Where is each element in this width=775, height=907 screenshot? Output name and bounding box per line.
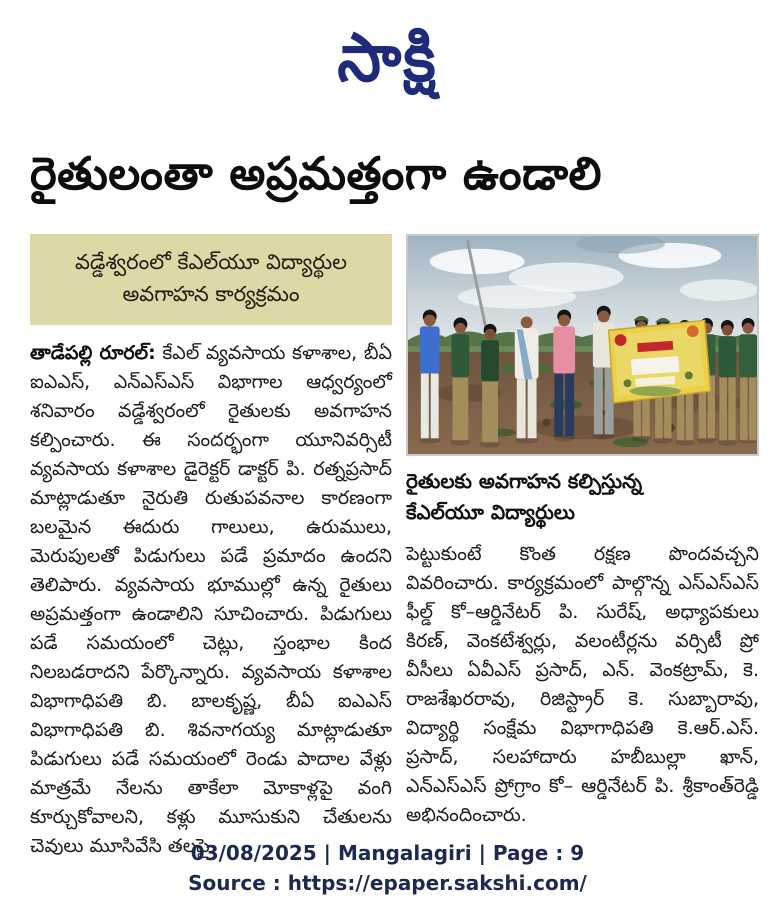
- article-headline: రైతులంతా అప్రమత్తంగా ఉండాలి: [30, 147, 602, 200]
- subheadline-line1: వడ్డేశ్వరంలో కేఎల్‌యూ విద్యార్థుల: [74, 249, 347, 274]
- left-column: [30, 234, 392, 861]
- sakshi-logo: సాక్షి: [337, 18, 438, 97]
- footer-meta: 03/08/2025 | Mangalagiri | Page : 9: [190, 841, 585, 865]
- subheadline-line2: అవగాహన కార్యక్రమం: [122, 282, 300, 307]
- article-columns: [30, 234, 757, 861]
- photo-caption-line1: రైతులకు అవగాహన కల్పిస్తున్న: [406, 468, 643, 493]
- article-body-left-text: కేఎల్ వ్యవసాయ కళాశాల, బీఏ ఐఎఎస్, ఎన్ఎస్ఎస్ విభాగాల ఆధ్వర్యంలో శనివారం వడ్డేశ్వరంలో రైతులకు అవగాహన కల్పించారు. ఈ సందర్భంగా యూనివర్సిటీ వ్యవసాయ కళాశాల డైరెక్టర్ డాక్టర్ పి. రత్నప్రసాద్ మాట్లాడుతూ నైరుతి రుతుపవనాల కారణంగా బలమైన ఈదురు గాలులు, ఉరుములు, మెరుపులతో పిడుగులు పడే ప్రమాదం ఉందని తెలిపారు. వ్యవసాయ భూముల్లో ఉన్న రైతులు అప్రమత్తంగా ఉండాలిని సూచించారు. పిడుగులు పడే సమయంలో చెట్లు, స్తంభాల కింద నిలబడరాదని పేర్కొన్నారు. వ్యవసాయ కళాశాల విభాగాధిపతి బి. బాలకృష్ణ, బీఏ ఐఎఎస్ విభాగాధిపతి బి. శివనాగయ్య మాట్లాడుతూ పిడుగులు పడే సమయంలో రెండు పాదాల వేళ్లు మాత్రమే నేలను తాకేలా మోకాళ్లపై వంగి కూర్చుకోవాలని, కళ్లు మూసుకుని చేతులను చెవులు మూసివేసి తలపై: [30, 341, 392, 857]
- awareness-banner-graphic: [609, 320, 711, 402]
- news-photo: [406, 234, 759, 456]
- masthead: [0, 8, 775, 116]
- right-column: [406, 234, 759, 861]
- news-photo-illustration: [408, 236, 757, 454]
- photo-caption: [406, 466, 759, 528]
- dateline-lead: తాడేపల్లి రూరల్:: [30, 341, 156, 364]
- footer-source-url[interactable]: Source : https://epaper.sakshi.com/: [188, 871, 587, 895]
- clipping-footer: [0, 838, 775, 898]
- article-body-right: పెట్టుకుంటే కొంత రక్షణ పొందవచ్చని వివరించారు. కార్యక్రమంలో పాల్గొన్న ఎస్ఎస్ఎస్ ఫీల్డ్ కో–ఆర్డినేటర్ పి. సురేష్, అధ్యాపకులు కిరణ్, వెంకటేశ్వర్లు, వలంటీర్లను వర్సిటీ ప్రో వీసీలు ఏవీఎస్ ప్రసాద్, ఎన్. వెంకట్రామ్, కె. రాజశేఖరరావు, రిజిస్ట్రార్ కె. సుబ్బారావు, విద్యార్థి సంక్షేమ విభాగాధిపతి కె.ఆర్.ఎస్. ప్రసాద్, సలహాదారు హబీబుల్లా ఖాన్, ఎన్ఎస్ఎస్ ప్రోగ్రాం కో– ఆర్డినేటర్ పి. శ్రీకాంత్‌రెడ్డి అభినందించారు.: [406, 542, 759, 826]
- subheadline-box: [30, 234, 392, 325]
- photo-caption-line2: కేఎల్‌యూ విద్యార్థులు: [406, 499, 575, 524]
- article-body-left: [30, 339, 392, 861]
